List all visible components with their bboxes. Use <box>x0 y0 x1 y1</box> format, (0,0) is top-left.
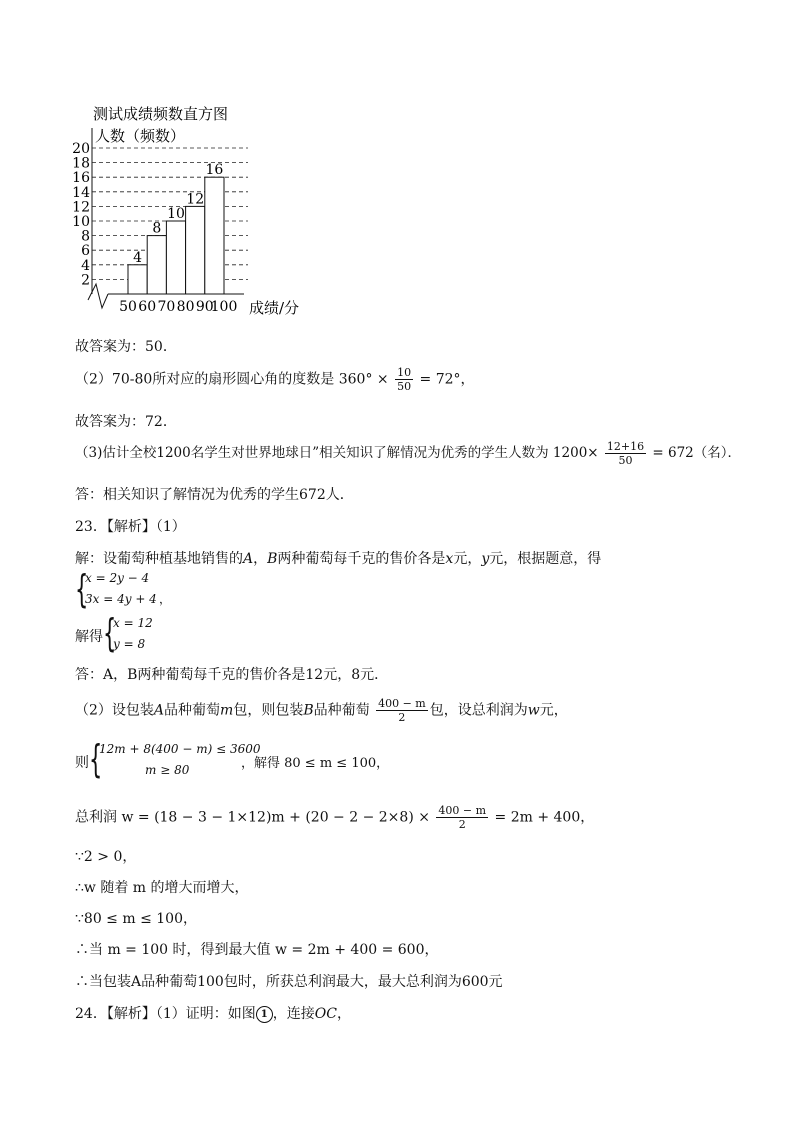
bar-value-label: 16 <box>205 162 224 179</box>
solution-prefix: 解得 <box>75 629 103 645</box>
fraction <box>395 366 413 393</box>
text-span: 元，根据题意，得 <box>489 551 602 567</box>
text-span: 包，设总利润为 <box>429 702 528 719</box>
system-tail: ，解得 80 ≤ m ≤ 100， <box>241 756 390 771</box>
histogram-bar <box>205 177 224 294</box>
histogram-bar <box>166 221 185 294</box>
brace-icon: { <box>75 567 89 611</box>
equation-system-2 <box>75 737 405 782</box>
histogram-chart <box>0 0 794 330</box>
answer-line-4 <box>75 440 741 467</box>
fraction <box>376 697 428 724</box>
equation-row: x = 12 <box>113 616 153 630</box>
formula-span: 总利润 w = (18 − 3 − 1×12)m + (20 − 2 − 2×8) × <box>75 809 430 826</box>
bar-value-label: 12 <box>186 191 205 208</box>
fraction-denominator: 50 <box>618 454 633 467</box>
system-prefix: 则 <box>75 755 89 771</box>
y-tick-label: 6 <box>81 243 90 260</box>
var-w: w <box>527 702 540 719</box>
var-a: A <box>153 702 165 719</box>
fraction-numerator: 10 <box>397 366 412 379</box>
y-tick-label: 12 <box>72 199 90 216</box>
formula-span: = 72°， <box>419 371 475 388</box>
brace-icon: { <box>103 611 117 655</box>
fraction-numerator: 12+16 <box>606 440 645 453</box>
y-tick-label: 4 <box>81 257 90 274</box>
formula-span: = 672（名）． <box>652 445 742 461</box>
y-axis-label: 人数（频数） <box>95 127 186 145</box>
fraction <box>605 440 646 467</box>
fraction-denominator: 2 <box>458 818 466 831</box>
text-span: 品种葡萄 <box>164 702 221 719</box>
text-span: 元， <box>453 551 482 567</box>
equation-row: y = 8 <box>113 637 146 651</box>
answer-line-1: 故答案为：50． <box>75 339 177 355</box>
answer-line-11: ∵2 > 0， <box>75 849 137 865</box>
x-tick-label: 90 <box>195 299 214 315</box>
section-23-heading: 23．【解析】（1） <box>75 519 186 535</box>
fraction <box>436 804 488 831</box>
formula-span: = 2m + 400， <box>494 809 595 826</box>
answer-line-7 <box>75 548 601 568</box>
var-b: B <box>267 551 278 567</box>
equation-row: 12m + 8(400 − m) ≤ 3600 <box>99 742 261 756</box>
histogram-bar <box>128 265 147 294</box>
answer-line-10 <box>75 804 594 831</box>
y-tick-label: 8 <box>81 228 90 245</box>
fraction-denominator: 2 <box>398 711 406 724</box>
x-tick-label: 100 <box>210 299 238 315</box>
bar-value-label: 4 <box>133 249 143 266</box>
answer-line-9 <box>75 697 568 724</box>
text-span: 包，则包装 <box>233 702 304 719</box>
axis-break <box>88 284 108 308</box>
y-tick-label: 2 <box>81 272 90 289</box>
formula-span: 1200× <box>552 445 599 461</box>
text-span: （2）70-80所对应的扇形圆心角的度数是 <box>75 371 335 388</box>
equation-system-1 <box>75 567 195 612</box>
solution-system <box>75 611 195 656</box>
answer-line-3: 故答案为：72． <box>75 414 177 430</box>
var-m: m <box>220 702 234 719</box>
answer-line-12: ∴w 随着 m 的增大而增大， <box>75 880 249 896</box>
var-x: x <box>445 551 454 567</box>
var-y: y <box>481 551 490 567</box>
y-tick-label: 14 <box>72 184 90 201</box>
y-tick-label: 10 <box>72 214 90 230</box>
answer-line-5: 答：相关知识了解情况为优秀的学生672人． <box>75 487 354 503</box>
text-span: （3)估计全校1200名学生对世界地球日”相关知识了解情况为优秀的学生人数为 <box>75 445 549 461</box>
text-span: 两种葡萄每千克的售价各是 <box>277 551 446 567</box>
text-span: ，连接 <box>272 1006 315 1022</box>
bar-value-label: 8 <box>152 220 162 237</box>
text-span: （2）设包装 <box>75 702 154 719</box>
brace-icon: { <box>89 737 103 781</box>
var-a: A <box>243 551 254 567</box>
histogram-bar <box>186 206 205 294</box>
answer-line-14: ∴当 m = 100 时，得到最大值 w = 2m + 400 = 600， <box>75 942 439 958</box>
text-span: ， <box>336 1006 351 1022</box>
segment-oc: OC <box>314 1006 337 1022</box>
text-span: 解：设葡萄种植基地销售的 <box>75 551 243 567</box>
x-tick-label: 80 <box>176 299 195 315</box>
text-span: ， <box>253 551 268 567</box>
bar-value-label: 10 <box>167 206 185 222</box>
text-span: 元， <box>539 702 568 719</box>
chart-title: 测试成绩频数直方图 <box>93 105 229 123</box>
y-tick-label: 16 <box>72 170 90 187</box>
x-tick-label: 70 <box>157 299 176 315</box>
var-b: B <box>303 702 314 719</box>
x-tick-label: 60 <box>138 299 157 315</box>
x-tick-label: 50 <box>119 299 137 315</box>
text-span: 24．【解析】（1）证明：如图 <box>75 1006 256 1022</box>
answer-line-2 <box>75 366 475 393</box>
equation-row: x = 2y − 4 <box>85 571 150 585</box>
answer-line-13: ∵80 ≤ m ≤ 100， <box>75 911 197 927</box>
text-span: 品种葡萄 <box>313 702 370 719</box>
section-24-heading <box>75 1003 351 1023</box>
y-tick-label: 20 <box>72 141 90 157</box>
answer-line-8: 答：A，B两种葡萄每千克的售价各是12元，8元． <box>75 667 389 683</box>
answer-line-15: ∴当包装A品种葡萄100包时，所获总利润最大，最大总利润为600元 <box>75 974 503 990</box>
fraction-numerator: 400 − m <box>438 804 487 817</box>
equation-row: 3x = 4y + 4 <box>85 592 157 606</box>
x-axis-label: 成绩/分 <box>249 299 300 317</box>
histogram-bar <box>147 236 166 294</box>
fraction-denominator: 50 <box>397 380 412 393</box>
formula-span: 360° × <box>338 371 389 388</box>
punctuation: ， <box>159 592 172 606</box>
equation-row: m ≥ 80 <box>145 763 190 777</box>
fraction-numerator: 400 − m <box>378 697 426 710</box>
y-tick-label: 18 <box>72 155 90 172</box>
circled-number-icon: 1 <box>256 1006 273 1023</box>
